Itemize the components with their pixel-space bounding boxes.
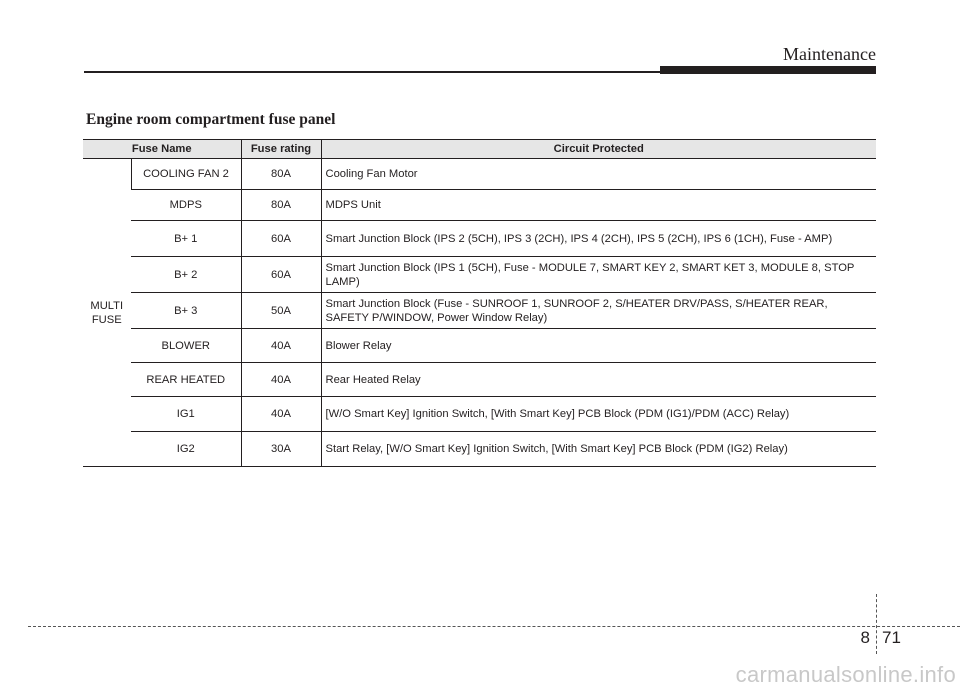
header-rule-accent <box>660 66 876 74</box>
table-row <box>83 190 876 221</box>
table-row <box>83 329 876 363</box>
fuse-rating-cell: 80A <box>241 190 321 221</box>
watermark: carmanualsonline.info <box>735 662 956 687</box>
circuit-protected-cell: Smart Junction Block (Fuse - SUNROOF 1, SUNROOF 2, S/HEATER DRV/PASS, S/HEATER REAR, SAFETY P/WINDOW, Power Window Relay) <box>321 293 876 329</box>
chapter-number: 8 <box>860 628 870 647</box>
fuse-name-cell: MDPS <box>131 190 241 221</box>
column-header-fuse-name: Fuse Name <box>83 140 241 159</box>
circuit-protected-cell: Smart Junction Block (IPS 1 (5CH), Fuse - MODULE 7, SMART KEY 2, SMART KET 3, MODULE 8, STOP LAMP) <box>321 257 876 293</box>
fuse-name-cell: IG2 <box>131 432 241 467</box>
circuit-protected-cell: Blower Relay <box>321 329 876 363</box>
table-row <box>83 397 876 432</box>
fuse-name-cell: COOLING FAN 2 <box>131 159 241 190</box>
fuse-name-cell: B+ 3 <box>131 293 241 329</box>
fuse-rating-cell: 30A <box>241 432 321 467</box>
fuse-rating-cell: 40A <box>241 397 321 432</box>
circuit-protected-cell: Rear Heated Relay <box>321 363 876 397</box>
fuse-name-cell: IG1 <box>131 397 241 432</box>
fuse-name-cell: B+ 1 <box>131 221 241 257</box>
table-row <box>83 363 876 397</box>
fuse-table-body <box>83 159 876 467</box>
footer-page-divider <box>876 594 877 654</box>
footer-divider <box>28 626 960 627</box>
page-title: Engine room compartment fuse panel <box>86 111 336 128</box>
fuse-rating-cell: 60A <box>241 221 321 257</box>
circuit-protected-cell: Start Relay, [W/O Smart Key] Ignition Switch, [With Smart Key] PCB Block (PDM (IG2) Relay) <box>321 432 876 467</box>
table-row <box>83 159 876 190</box>
table-row <box>83 293 876 329</box>
header-rule <box>84 71 660 73</box>
column-header-circuit: Circuit Protected <box>321 140 876 159</box>
fuse-rating-cell: 40A <box>241 329 321 363</box>
column-header-fuse-rating: Fuse rating <box>241 140 321 159</box>
fuse-rating-cell: 60A <box>241 257 321 293</box>
circuit-protected-cell: Cooling Fan Motor <box>321 159 876 190</box>
fuse-name-cell: BLOWER <box>131 329 241 363</box>
fuse-rating-cell: 40A <box>241 363 321 397</box>
group-label-multi-fuse: MULTI FUSE <box>83 159 131 467</box>
table-row <box>83 257 876 293</box>
section-header-title: Maintenance <box>783 44 876 64</box>
fuse-name-cell: B+ 2 <box>131 257 241 293</box>
fuse-name-cell: REAR HEATED <box>131 363 241 397</box>
fuse-rating-cell: 50A <box>241 293 321 329</box>
circuit-protected-cell: MDPS Unit <box>321 190 876 221</box>
fuse-table <box>83 139 876 467</box>
table-header-row <box>83 140 876 159</box>
circuit-protected-cell: [W/O Smart Key] Ignition Switch, [With Smart Key] PCB Block (PDM (IG1)/PDM (ACC) Relay) <box>321 397 876 432</box>
fuse-rating-cell: 80A <box>241 159 321 190</box>
table-row <box>83 432 876 467</box>
page-number: 71 <box>882 628 901 647</box>
circuit-protected-cell: Smart Junction Block (IPS 2 (5CH), IPS 3 (2CH), IPS 4 (2CH), IPS 5 (2CH), IPS 6 (1CH), Fuse - AMP) <box>321 221 876 257</box>
table-row <box>83 221 876 257</box>
